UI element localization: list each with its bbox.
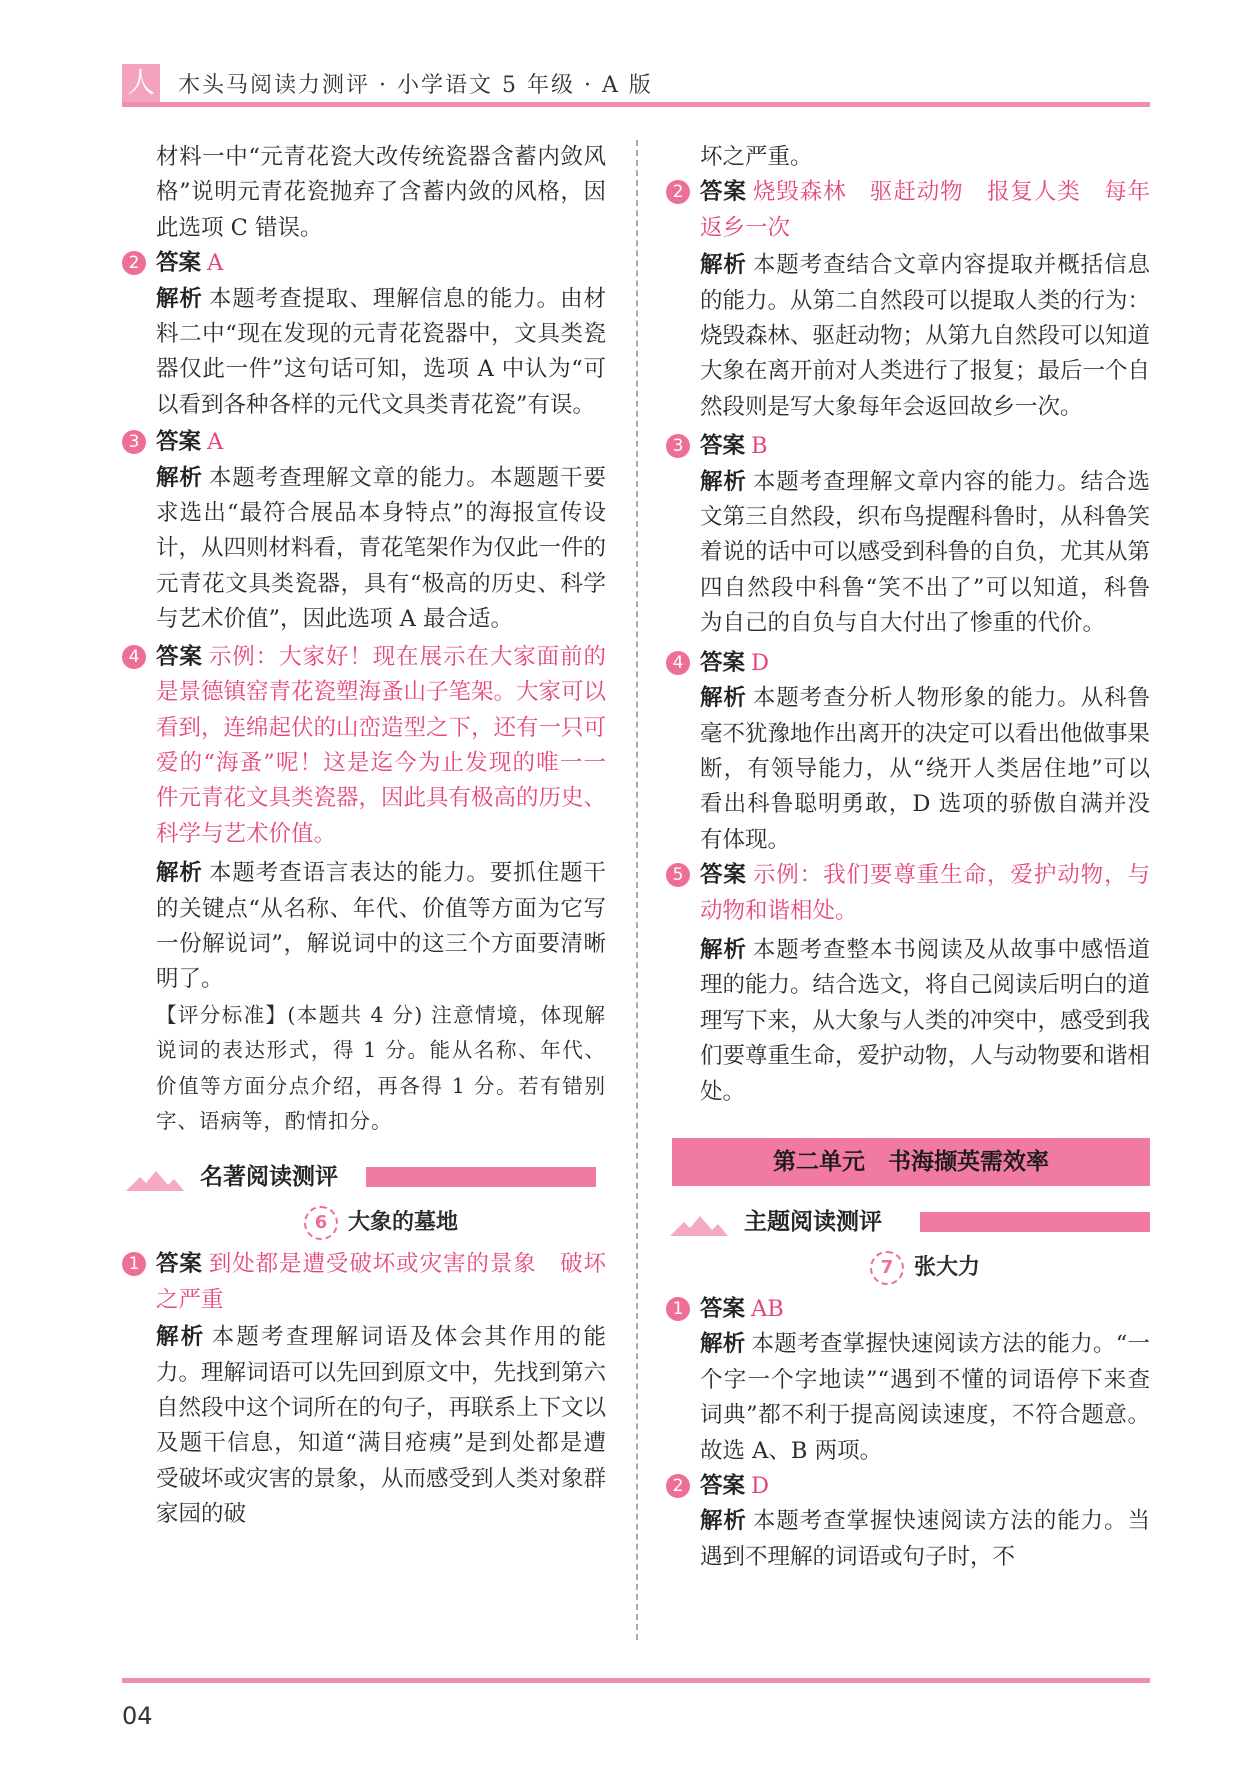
analysis-label: 解析 [700,252,747,279]
continued-text: 坏之严重。 [700,144,813,170]
answer-label: 答案 [700,179,747,206]
analysis-label: 解析 [700,685,747,712]
book-logo: 人 [122,64,160,102]
book-title: 木头马阅读力测评 · 小学语文 5 年级 · A 版 [178,73,653,98]
question-number: 2 [666,1474,690,1498]
answer-value: 烧毁森林 驱赶动物 报复人类 每年返乡一次 [700,179,1150,241]
right-column [672,140,1151,1575]
article-heading [700,1248,1150,1288]
analysis-label: 解析 [700,1508,747,1535]
answer-label: 答案 [700,862,747,889]
answer-label: 答案 [700,1295,746,1322]
analysis-text: 本题考查提取、理解信息的能力。由材料二中“现在发现的元青花瓷器中，文具类瓷器仅此一件”这句话可知，选项 A 中认为“可以看到各种各样的元代文具类青花瓷”有误。 [156,285,606,418]
analysis-label: 解析 [156,860,203,887]
answer-value: 示例：大家好！现在展示在大家面前的是景德镇窑青花瓷塑海蚤山子笔架。大家可以看到，连绵起伏的山峦造型之下，还有一只可爱的“海蚤”呢！这是迄今为止发现的唯一一件元青花文具类瓷器，因此具有极高的历史、科学与艺术价值。 [156,643,607,847]
section-heading-classics [156,1161,606,1193]
answer-label: 答案 [156,1251,203,1278]
analysis-label: 解析 [700,1331,746,1358]
section-heading-theme [700,1206,1150,1238]
answer-label: 答案 [156,429,202,456]
answer-value: D [751,1473,770,1499]
question-3 [128,425,607,637]
answer-label: 答案 [700,433,746,460]
answer-value: 示例：我们要尊重生命，爱护动物，与动物和谐相处。 [700,862,1150,924]
analysis-text: 本题考查理解文章内容的能力。结合选文第三自然段，织布鸟提醒科鲁时，从科鲁笑着说的话中可以感受到科鲁的自负，尤其从第四自然段中科鲁“笑不出了”可以知道，科鲁为自己的自负与自大付出了惨重的代价。 [700,468,1151,637]
analysis-label: 解析 [156,464,203,491]
section-bar [366,1167,596,1187]
question-number: 5 [666,863,690,887]
question-number: 2 [666,180,690,204]
analysis-text: 本题考查理解文章的能力。本题题干要求选出“最符合展品本身特点”的海报宣传设计，从四则材料看，青花笔架作为仅此一件的元青花文具类瓷器，具有“极高的历史、科学与艺术价值”，因此选项 A 最合适。 [156,464,607,633]
intro-text: 材料一中“元青花瓷大改传统瓷器含蓄内敛风格”说明元青花瓷抛弃了含蓄内敛的风格，因此选项 C 错误。 [156,144,606,241]
question-3 [672,429,1151,641]
mountain-icon [670,1214,728,1236]
question-2-unit2 [672,1469,1150,1575]
section-bar [920,1212,1150,1232]
article-number: 7 [870,1251,904,1285]
answer-label: 答案 [156,643,203,670]
question-2 [672,175,1151,425]
analysis-text: 本题考查掌握快速阅读方法的能力。当遇到不理解的词语或句子时，不 [700,1508,1150,1570]
question-1 [128,1247,607,1532]
question-4 [672,646,1151,858]
question-4 [128,640,607,1140]
page-header [122,60,1150,108]
header-rule [122,102,1150,107]
answer-value: A [207,250,224,277]
analysis-text: 本题考查语言表达的能力。要抓住题干的关键点“从名称、年代、价值等方面为它写一份解说词”，解说词中的这三个方面要清晰明了。 [156,860,606,993]
article-title: 大象的墓地 [347,1210,458,1236]
answer-label: 答案 [156,250,202,277]
mountain-icon [126,1169,184,1191]
analysis-text: 本题考查理解词语及体会其作用的能力。理解词语可以先回到原文中，先找到第六自然段中这个词所在的句子，再联系上下文以及题干信息，知道“满目疮痍”是到处都是遭受破坏或灾害的景象，从而感受到人类对象群家园的破 [156,1324,607,1528]
answer-value: D [751,649,770,676]
answer-label: 答案 [700,649,746,676]
section-title: 主题阅读测评 [744,1208,882,1235]
analysis-text: 本题考查整本书阅读及从故事中感悟道理的能力。结合选文，将自己阅读后明白的道理写下来，从大象与人类的冲突中，感受到我们要尊重生命，爱护动物，人与动物要和谐相处。 [700,936,1151,1105]
answer-value: 到处都是遭受破坏或灾害的景象 破坏之严重 [156,1251,606,1313]
analysis-text: 本题考查结合文章内容提取并概括信息的能力。从第二自然段可以提取人类的行为：烧毁森林、驱赶动物；从第九自然段可以知道大象在离开前对人类进行了报复；最后一个自然段则是写大象每年会返回故乡一次。 [700,252,1151,420]
footer-rule [122,1678,1150,1683]
question-number: 3 [122,430,146,454]
answer-label: 答案 [700,1473,746,1499]
question-number: 3 [666,434,690,458]
question-number: 1 [666,1297,690,1321]
section-title: 名著阅读测评 [200,1164,338,1191]
analysis-text: 本题考查分析人物形象的能力。从科鲁毫不犹豫地作出离开的决定可以看出他做事果断，有领导能力，从“绕开人类居住地”可以看出科鲁聪明勇敢，D 选项的骄傲自满并没有体现。 [700,685,1151,853]
analysis-label: 解析 [700,468,747,495]
article-heading [156,1203,606,1243]
answer-value: B [751,433,768,460]
analysis-text: 本题考查掌握快速阅读方法的能力。“一个字一个字地读”“遇到不懂的词语停下来查词典”都不利于提高阅读速度，不符合题意。故选 A、B 两项。 [700,1331,1150,1464]
left-column [128,140,607,1533]
analysis-label: 解析 [156,1324,206,1351]
question-number: 4 [666,651,690,675]
question-5 [672,858,1151,1110]
question-number: 2 [122,251,146,275]
scoring-criteria: 【评分标准】(本题共 4 分) 注意情境，体现解说词的表达形式，得 1 分。能从名称、年代、价值等方面分点介绍，再各得 1 分。若有错别字、语病等，酌情扣分。 [156,1002,606,1133]
question-1 [672,1292,1150,1469]
column-divider [636,140,638,1640]
answer-value: A [207,429,224,456]
question-number: 1 [122,1252,146,1276]
question-2 [128,246,606,423]
article-number: 6 [304,1206,338,1240]
article-title: 张大力 [913,1254,980,1280]
answer-value: AB [751,1295,784,1322]
analysis-label: 解析 [156,285,203,312]
page-number: 04 [122,1702,153,1730]
question-number: 4 [122,645,146,669]
unit-banner: 第二单元 书海撷英需效率 [672,1138,1150,1186]
analysis-label: 解析 [700,936,747,963]
